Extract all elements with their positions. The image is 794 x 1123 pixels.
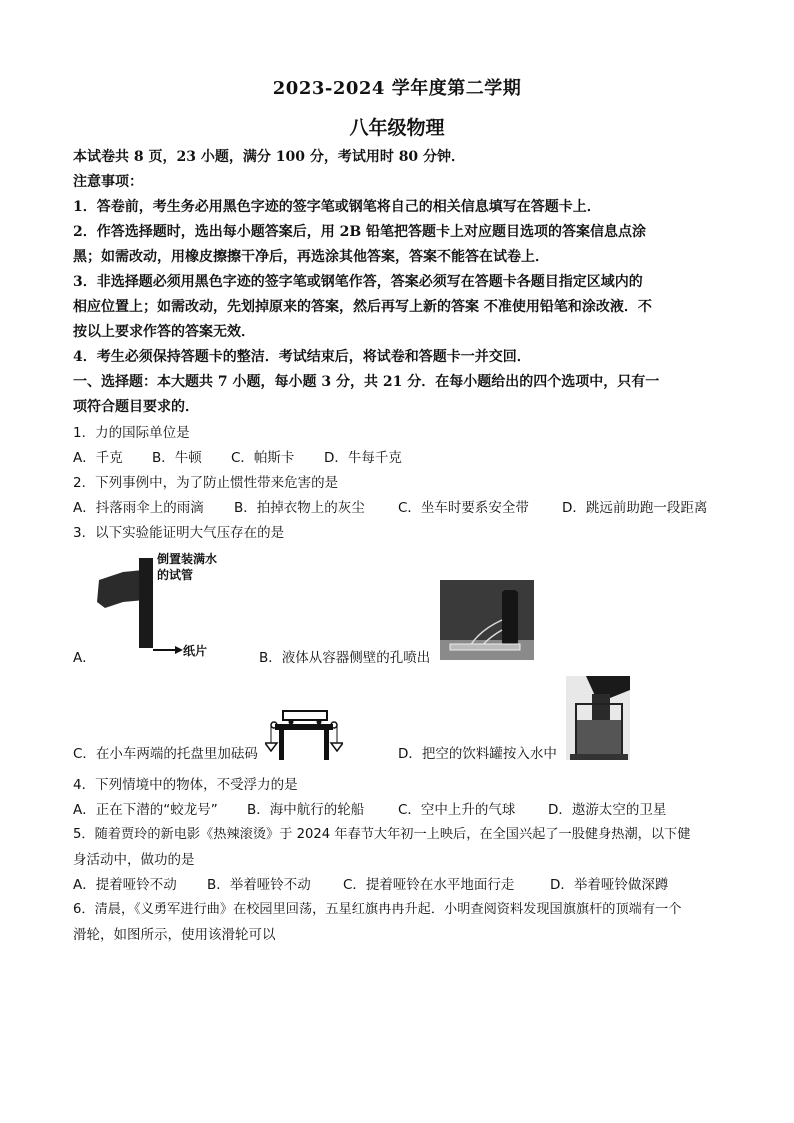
q4-option-a: A．正在下潜的“蛟龙号” — [73, 802, 218, 818]
section-heading-a: 一、选择题：本大题共 7 小题，每小题 3 分，共 21 分．在每小题给出的四个选项中，只有一 — [73, 374, 660, 390]
figure-a-label-2: 的试管 — [157, 568, 194, 582]
note-3c: 按以上要求作答的答案无效． — [73, 324, 255, 340]
q1-option-d: D．牛每千克 — [324, 450, 402, 466]
q2-option-c: C．坐车时要系安全带 — [398, 500, 529, 516]
q6-stem-a: 6．清晨，《义勇军进行曲》在校园里回荡，五星红旗冉冉升起．小明查阅资料发现国旗旗杆的顶端有一个 — [73, 902, 682, 917]
q5-option-c: C．提着哑铃在水平地面行走 — [343, 877, 515, 893]
q4-stem: 4．下列情境中的物体，不受浮力的是 — [73, 777, 298, 793]
figure-a-label-3: 纸片 — [183, 644, 208, 658]
q3-option-b: B．液体从容器侧壁的孔喷出 — [259, 650, 431, 666]
figure-cart-table — [265, 697, 343, 761]
section-heading-b: 项符合题目要求的． — [73, 399, 199, 415]
q2-option-d: D．跳远前助跑一段距离 — [562, 500, 708, 516]
arrow-head-icon — [175, 646, 183, 654]
figure-can-water-photo — [566, 676, 630, 760]
q1-option-b: B．牛顿 — [152, 450, 202, 466]
q2-option-b: B．拍掉衣物上的灰尘 — [234, 500, 365, 516]
bottle-shape — [502, 590, 518, 646]
note-1: 1．答卷前，考生务必用黑色字迹的签字笔或钢笔将自己的相关信息填写在答题卡上． — [73, 199, 601, 215]
q1-stem: 1．力的国际单位是 — [73, 425, 190, 441]
q5-option-d: D．举着哑铃做深蹲 — [550, 877, 669, 893]
page-title: 2023-2024 学年度第二学期 — [272, 78, 522, 99]
cart-shape — [283, 711, 327, 720]
note-2b: 黑；如需改动，用橡皮擦擦干净后，再选涂其他答案，答案不能答在试卷上． — [73, 249, 549, 265]
q3-option-c: C．在小车两端的托盘里加砝码 — [73, 746, 258, 762]
note-4: 4．考生必须保持答题卡的整洁．考试结束后，将试卷和答题卡一并交回． — [73, 349, 531, 365]
q3-option-a: A． — [73, 650, 96, 666]
q1-option-a: A．千克 — [73, 450, 123, 466]
figure-a-label-1: 倒置装满水 — [157, 552, 218, 566]
figure-bottle-photo — [440, 580, 534, 660]
q4-option-c: C．空中上升的气球 — [398, 802, 516, 818]
q4-option-b: B．海中航行的轮船 — [247, 802, 365, 818]
hand-shape — [97, 570, 145, 608]
q5-option-b: B．举着哑铃不动 — [207, 877, 311, 893]
note-3b: 相应位置上；如需改动，先划掉原来的答案，然后再写上新的答案 不准使用铅笔和涂改液．不 — [73, 299, 652, 315]
note-2a: 2．作答选择题时，选出每小题答案后，用 2B 铅笔把答题卡上对应题目选项的答案信息点涂 — [73, 224, 647, 240]
notes-title: 注意事项： — [73, 174, 143, 190]
q5-stem-a: 5．随着贾玲的新电影《热辣滚烫》于 2024 年春节大年初一上映后，在全国兴起了一股健身热潮，以下健 — [73, 827, 691, 842]
q3-option-d: D．把空的饮料罐按入水中 — [398, 746, 557, 762]
q6-stem-b: 滑轮，如图所示，使用该滑轮可以 — [73, 927, 276, 943]
q5-stem-b: 身活动中，做功的是 — [73, 852, 195, 868]
test-tube-shape — [139, 558, 153, 648]
q3-stem: 3．以下实验能证明大气压存在的是 — [73, 525, 285, 541]
figure-test-tube — [95, 550, 240, 662]
q2-stem: 2．下列事例中，为了防止惯性带来危害的是 — [73, 475, 339, 491]
q2-option-a: A．抖落雨伞上的雨滴 — [73, 500, 204, 516]
table-top-shape — [275, 724, 333, 730]
page-subtitle: 八年级物理 — [349, 117, 445, 139]
q1-option-c: C．帕斯卡 — [231, 450, 295, 466]
exam-info: 本试卷共 8 页，23 小题，满分 100 分，考试用时 80 分钟． — [73, 149, 466, 165]
q4-option-d: D．遨游太空的卫星 — [548, 802, 667, 818]
q5-option-a: A．提着哑铃不动 — [73, 877, 177, 893]
note-3a: 3．非选择题必须用黑色字迹的签字笔或钢笔作答，答案必须写在答题卡各题目指定区域内的 — [73, 274, 643, 290]
